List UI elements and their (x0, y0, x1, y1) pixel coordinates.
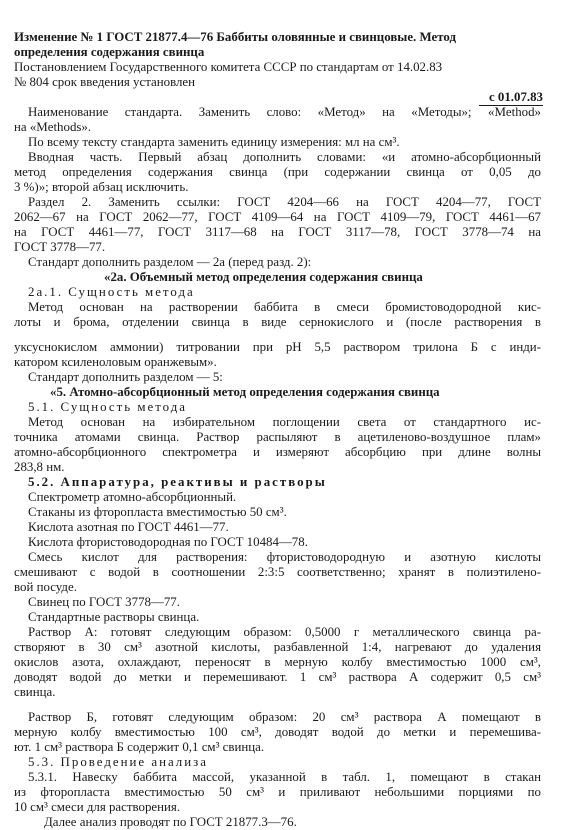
acid-mixture-text-3: вой посуде. (14, 580, 77, 594)
solution-b-text-3: ют. 1 см³ раствора Б содержит 0,1 см³ свинца. (14, 740, 265, 754)
amendment-title: Изменение № 1 ГОСТ 21877.4—76 Баббиты оловянные и свинцовые. Метод (14, 30, 456, 44)
section-52-heading: 5.2. Аппаратура, реактивы и растворы (28, 475, 327, 489)
paragraph-intro: Вводная часть. Первый абзац дополнить словами: «и атомно-абсорбционный (28, 150, 541, 164)
paragraph-add-2a: Стандарт дополнить разделом — 2а (перед разд. 2): (28, 255, 312, 269)
section-51-text: Метод основан на избирательном поглощении света от стандартного ис- (28, 415, 541, 429)
section-51-text-4: 283,8 нм. (14, 460, 65, 474)
section-531-text: 5.3.1. Навеску баббита массой, указанной в табл. 1, помещают в стакан (28, 770, 541, 784)
decree-line: Постановлением Государственного комитета СССР по стандартам от 14.02.83 (14, 60, 443, 74)
section-51-text-3: атомно-абсорбционного спектрометра и измеряют абсорбцию при длине волны (14, 445, 541, 459)
reagent-item: Стандартные растворы свинца. (28, 610, 200, 624)
paragraph-references-3: на ГОСТ 4461—77, ГОСТ 3117—68 на ГОСТ 3117—78, ГОСТ 3778—74 на (14, 225, 541, 239)
reagent-item: Свинец по ГОСТ 3778—77. (28, 595, 180, 609)
effective-date: с 01.07.83 (488, 90, 543, 104)
decree-line-2: № 804 срок введения установлен (14, 75, 196, 89)
paragraph-references: Раздел 2. Заменить ссылки: ГОСТ 4204—66 на ГОСТ 4204—77, ГОСТ (28, 195, 541, 209)
section-2a1-heading: 2а.1. Сущность метода (28, 285, 195, 299)
equipment-item: Стаканы из фторопласта вместимостью 50 см³. (28, 505, 287, 519)
paragraph-intro-2: метод определения содержания свинца (при содержании свинца от 0,05 до (14, 165, 541, 179)
paragraph-units: По всему тексту стандарта заменить единицу измерения: мл на см³. (28, 135, 400, 149)
acid-mixture-text: Смесь кислот для растворения: фтористоводородную и азотную кислоты (28, 550, 541, 564)
section-53-heading: 5.3. Проведение анализа (28, 755, 208, 769)
section-51-heading: 5.1. Сущность метода (28, 400, 188, 414)
solution-a-text-5: свинца. (14, 685, 56, 699)
equipment-item: Спектрометр атомно-абсорбционный. (28, 490, 237, 504)
section-2a-title: «2а. Объемный метод определения содержания свинца (104, 270, 423, 284)
solution-b-text: Раствор Б, готовят следующим образом: 20 см³ раствора А помещают в (28, 710, 541, 724)
amendment-title-continued: определения содержания свинца (14, 45, 205, 59)
section-5-title: «5. Атомно-абсорбционный метод определения содержания свинца (50, 385, 440, 399)
paragraph-intro-3: 3 %)»; второй абзац исключить. (14, 180, 189, 194)
solution-a-text-4: доводят водой до метки и перемешивают. 1 см³ раствора А содержит 0,5 см³ (14, 670, 541, 684)
acid-mixture-text-2: смешивают с водой в соотношении 2:3:5 соответственно; хранят в полиэтилено- (14, 565, 541, 579)
section-531-text-2: из фторопласта вместимостью 50 см³ и приливают небольшими порциями по (14, 785, 541, 799)
solution-a-text: Раствор А: готовят следующим образом: 0,5000 г металлического свинца ра- (28, 625, 541, 639)
section-531-text-3: 10 см³ смеси для растворения. (14, 800, 181, 814)
section-2a1-text: Метод основан на растворении баббита в смеси бромистоводородной кис- (28, 300, 541, 314)
section-2a1-text-2: лоты и брома, отделении свинца в виде сернокислого и (после растворения в (14, 315, 541, 329)
solution-a-text-2: створяют в 30 см³ азотной кислоты, разбавленной 1:4, нагревают до удаления (14, 640, 541, 654)
section-2a1-text-4: катором ксиленоловым оранжевым». (14, 355, 217, 369)
solution-a-text-3: окислов азота, охлаждают, переносят в мерную колбу вместимостью 1000 см³, (14, 655, 541, 669)
paragraph-add-5: Стандарт дополнить разделом — 5: (28, 370, 223, 384)
reagent-item: Кислота фтористоводородная по ГОСТ 10484—78. (28, 535, 308, 549)
section-2a1-text-3: уксуснокислом аммонии) титровании при рН 5,5 раствором трилона Б с инди- (14, 340, 541, 354)
paragraph-title-change-2: на «Methods». (14, 120, 92, 134)
final-paragraph: Далее анализ проводят по ГОСТ 21877.3—76. (44, 815, 297, 829)
paragraph-title-change: Наименование стандарта. Заменить слово: «Метод» на «Методы»; «Method» (28, 105, 541, 119)
section-51-text-2: точника атомами свинца. Раствор распыляют в ацетиленово-воздушное плам» (14, 430, 541, 444)
reagent-item: Кислота азотная по ГОСТ 4461—77. (28, 520, 229, 534)
paragraph-references-2: 2062—67 на ГОСТ 2062—77, ГОСТ 4109—64 на ГОСТ 4109—79, ГОСТ 4461—67 (14, 210, 541, 224)
solution-b-text-2: мерную колбу вместимостью 100 см³, доводят водой до метки и перемешива- (14, 725, 541, 739)
paragraph-references-4: ГОСТ 3778—77. (14, 240, 106, 254)
